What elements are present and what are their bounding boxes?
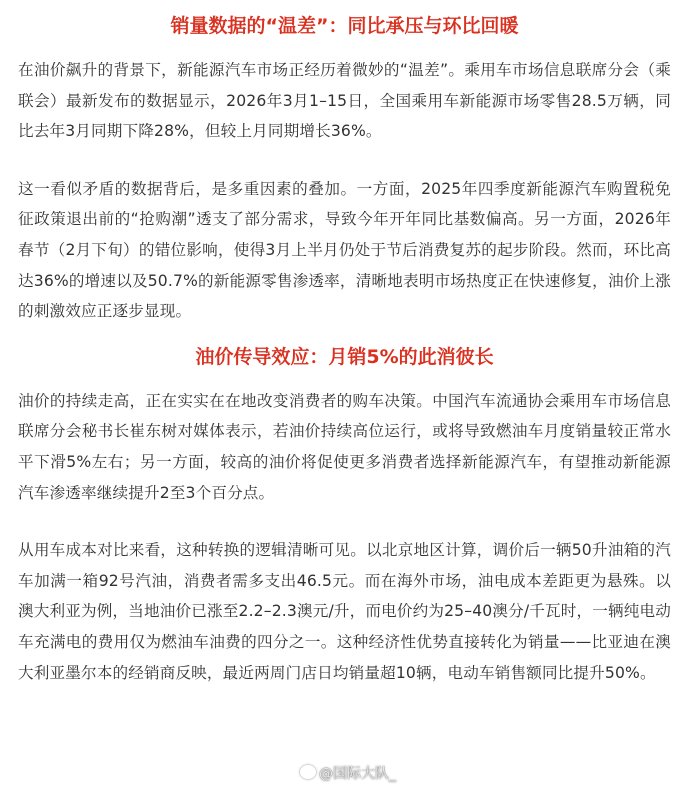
paragraph-oil-price-impact: 油价的持续走高，正在实实在在地改变消费者的购车决策。中国汽车流通协会乘用车市场信息联席分会秘书长崔东树对媒体表示，若油价持续高位运行，或将导致燃油车月度销量较正常水平下滑5%左右；另一方面，较高的油价将促使更多消费者选择新能源汽车，有望推动新能源汽车渗透率继续提升2至3个百分点。 xyxy=(18,391,671,502)
section-heading-oil-price-effect: 油价传导效应：月销5%的此消彼长 xyxy=(195,345,494,368)
paragraph-sales-data: 在油价飙升的背景下，新能源汽车市场正经历着微妙的“温差”。乘用车市场信息联席分会（乘联会）最新发布的数据显示，2026年3月1–15日，全国乘用车新能源市场零售28.5万辆，同比去年3月同期下降28%，但较上月同期增长36%。 xyxy=(18,61,671,141)
paragraph-contradiction-analysis: 这一看似矛盾的数据背后，是多重因素的叠加。一方面，2025年四季度新能源汽车购置税免征政策退出前的“抢购潮”透支了部分需求，导致今年开年同比基数偏高。另一方面，2026年春节（2月下旬）的错位影响，使得3月上半月仍处于节后消费复苏的起步阶段。然而，环比高达36%的增速以及50.7%的新能源零售渗透率，清晰地表明市场热度正在快速修复，油价上涨的刺激效应正逐步显现。 xyxy=(18,179,671,321)
section-heading-sales-gap: 销量数据的“温差”：同比承压与环比回暖 xyxy=(170,15,519,37)
weibo-watermark xyxy=(300,763,396,783)
weibo-logo-icon xyxy=(300,765,316,779)
watermark-text: @国际大队_ xyxy=(319,766,396,782)
paragraph-cost-comparison: 从用车成本对比来看，这种转换的逻辑清晰可见。以北京地区计算，调价后一辆50升油箱的汽车加满一箱92号汽油，消费者需多支出46.5元。而在海外市场，油电成本差距更为悬殊。以澳大利亚为例，当地油价已涨至2.2–2.3澳元/升，而电价约为25–40澳分/千瓦时，一辆纯电动车充满电的费用仅为燃油车油费的四分之一。这种经济性优势直接转化为销量——比亚迪在澳大利亚墨尔本的经销商反映，最近两周门店日均销量超10辆，电动车销售额同比提升50%。 xyxy=(18,541,671,682)
